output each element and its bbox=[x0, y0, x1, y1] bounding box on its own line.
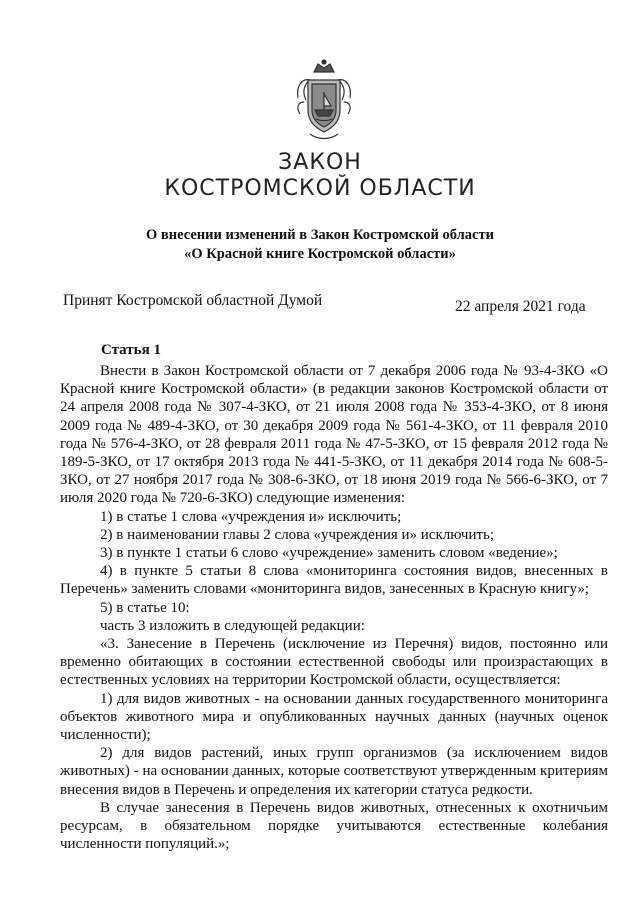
paragraph: 3) в пункте 1 статьи 6 слово «учреждение» заменить словом «ведение»; bbox=[100, 545, 558, 562]
paragraph: «3. Занесение в Перечень (исключение из Перечня) видов, постоянно или временно обитающих в состоянии естественной свободы или произрастающих в естественных условиях на территории Костромской области, осуществляется: bbox=[60, 636, 608, 689]
subtitle-line-2: «О Красной книге Костромской области» bbox=[184, 246, 456, 262]
coat-of-arms-icon bbox=[292, 58, 356, 142]
region-title: КОСТРОМСКОЙ ОБЛАСТИ bbox=[164, 176, 476, 201]
paragraph: Внести в Закон Костромской области от 7 декабря 2006 года № 93-4-ЗКО «О Красной книге Костромской области» (в редакции законов Костромской области от 24 апреля 2008 года № 307-4-ЗКО, от 21 июля 2008 года № 353-4-ЗКО, от 8 июня 2009 года № 489-4-ЗКО, от 30 декабря 2009 года № 561-4-ЗКО, от 11 февраля 2010 года № 576-4-ЗКО, от 28 февраля 2011 года № 47-5-ЗКО, от 15 февраля 2012 года № 189-5-ЗКО, от 17 октября 2013 года № 441-5-ЗКО, от 11 декабря 2014 года № 608-5-ЗКО, от 27 ноября 2017 года № 308-6-ЗКО, от 18 июня 2019 года № 566-6-ЗКО, от 7 июля 2020 года № 720-6-ЗКО) следующие изменения: bbox=[60, 363, 608, 507]
paragraph: 4) в пункте 5 статьи 8 слова «мониторинга состояния видов, внесенных в Перечень» заменить словами «мониторинга видов, занесенных в Красную книгу»; bbox=[60, 563, 608, 598]
article-body bbox=[60, 362, 608, 853]
paragraph: 1) в статье 1 слова «учреждения и» исключить; bbox=[100, 508, 402, 525]
law-title: ЗАКОН bbox=[278, 150, 362, 175]
paragraph: 2) для видов растений, иных групп организмов (за исключением видов животных) - на основании данных, которые соответствуют утвержденным критериям внесения видов в Перечень и определения их категории статуса редкости. bbox=[60, 745, 608, 798]
paragraph: часть 3 изложить в следующей редакции: bbox=[100, 617, 365, 634]
adoption-date: 22 апреля 2021 года bbox=[455, 298, 586, 315]
paragraph: 1) для видов животных - на основании данных государственного мониторинга объектов животного мира и опубликованных научных данных (научных оценок численности); bbox=[60, 690, 608, 744]
article-title: Статья 1 bbox=[101, 342, 161, 358]
paragraph: В случае занесения в Перечень видов животных, отнесенных к охотничьим ресурсам, в обязательном порядке учитываются естественные колебания численности популяций.»; bbox=[60, 799, 608, 853]
subtitle-line-1: О внесении изменений в Закон Костромской области bbox=[146, 227, 494, 243]
adopted-by: Принят Костромской областной Думой bbox=[63, 292, 323, 309]
paragraph: 5) в статье 10: bbox=[100, 599, 190, 616]
paragraph: 2) в наименовании главы 2 слова «учреждения и» исключить; bbox=[100, 526, 495, 543]
